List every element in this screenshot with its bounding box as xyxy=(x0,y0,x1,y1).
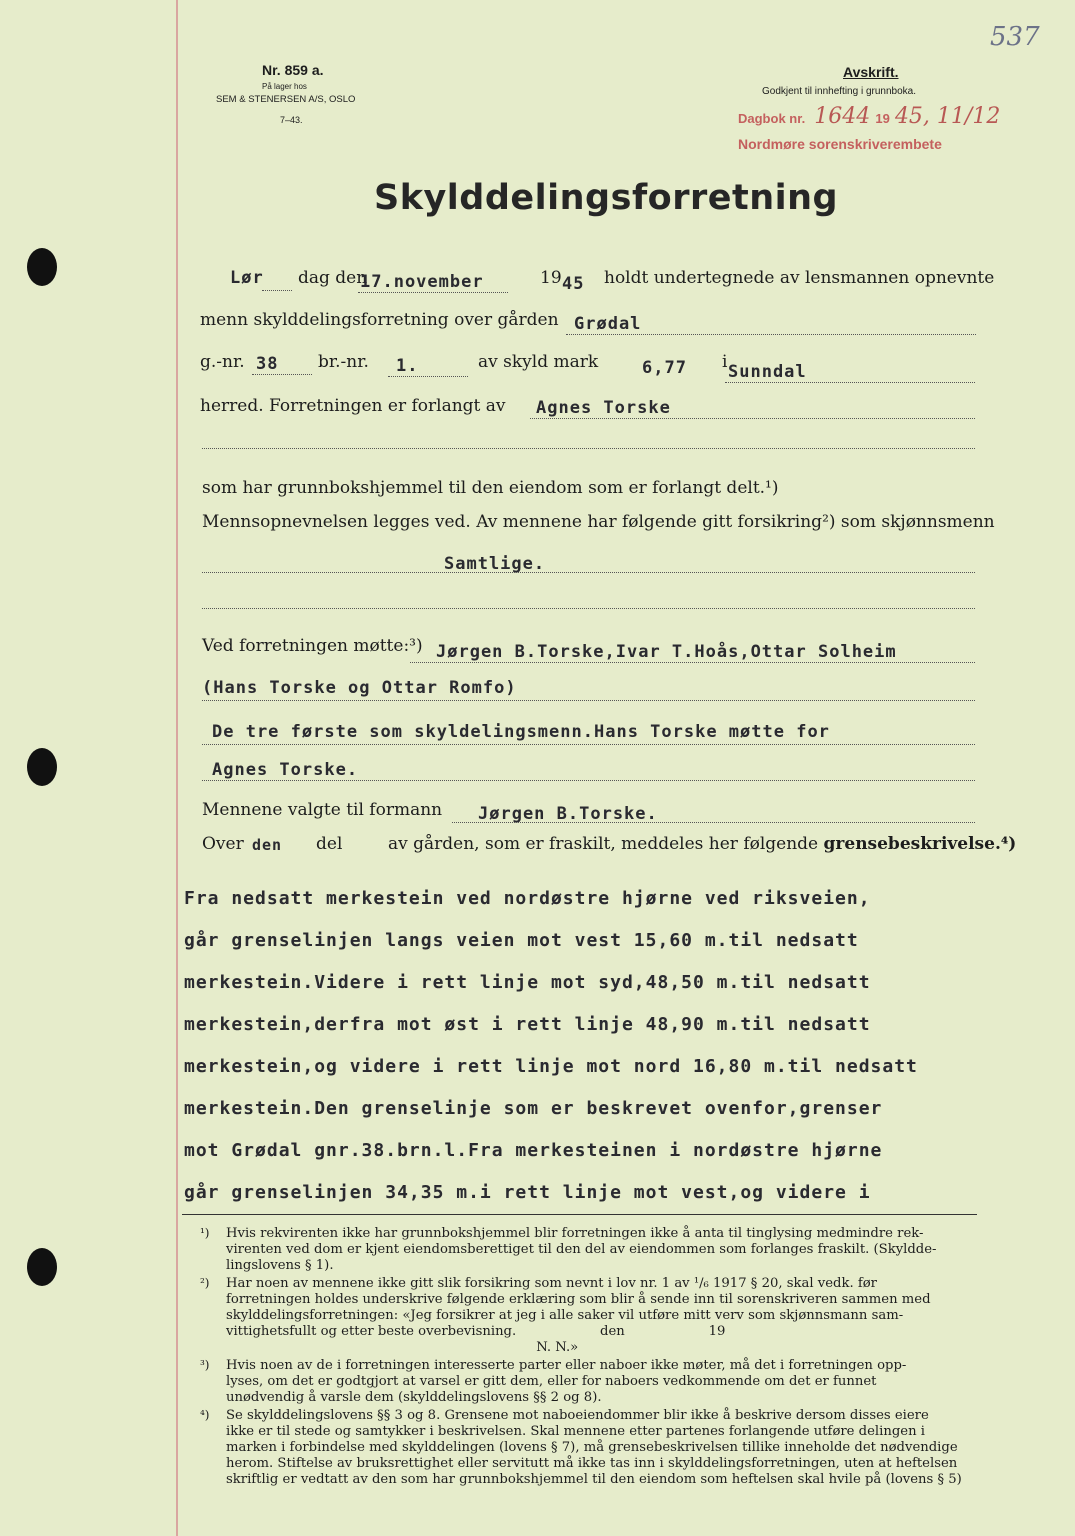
motte-line-4: Agnes Torske. xyxy=(212,760,359,780)
motte-line-1: Jørgen B.Torske,Ivar T.Hoås,Ottar Solheim xyxy=(436,642,897,662)
footnote-line: Har noen av mennene ikke gitt slik forsikring som nevnt i lov nr. 1 av ¹/₆ 1917 § 20, skal vedk. før xyxy=(226,1276,877,1291)
footnote-line: marken i forbindelse med skylddelingen (lovens § 7), må grensebeskrivelsen tillike inneholde det nødvendige xyxy=(226,1440,958,1455)
footnote-line: skriftlig er vedtatt av den som har grunnbokshjemmel til den eiendom som heftelsen skal hvile på (lovens § 5) xyxy=(226,1472,962,1487)
footnote-3 xyxy=(200,1358,990,1406)
over-value: den xyxy=(252,836,283,854)
gnr-label: g.-nr. xyxy=(200,352,245,372)
gnr-dotline xyxy=(252,374,312,375)
footnote-line: Hvis noen av de i forretningen interesserte parter eller naboer ikke møter, må det i forretningen opp- xyxy=(226,1358,907,1373)
forsikring-dotline xyxy=(202,572,975,573)
footnote-line: Se skylddelingslovens §§ 3 og 8. Grensene mot naboeiendommer blir ikke å beskrive dersom disses eiere xyxy=(226,1408,929,1423)
description-line: merkestein.Videre i rett linje mot syd,48,50 m.til nedsatt xyxy=(184,972,871,993)
motte-dotline-1 xyxy=(410,662,975,663)
footnote-line: Hvis rekvirenten ikke har grunnbokshjemmel blir forretningen ikke å anta til tinglysing medmindre rek- xyxy=(226,1226,924,1241)
punch-hole xyxy=(27,1248,57,1286)
dagbok-year: 45, 11/12 xyxy=(894,104,1001,129)
footnote-line: vittighetsfullt og etter beste overbevisning. den 19 xyxy=(226,1324,726,1339)
printer-line-2: SEM & STENERSEN A/S, OSLO xyxy=(216,94,356,105)
footnote-mark: ¹) xyxy=(200,1226,210,1240)
year-prefix-label: 19 xyxy=(540,268,562,288)
godkjent-label: Godkjent til innhefting i grunnboka. xyxy=(762,86,916,97)
grense-text-plain: av gården, som er fraskilt, meddeles her følgende xyxy=(388,834,819,854)
formann-dotline xyxy=(452,822,975,823)
footnote-line: skylddelingsforretningen: «Jeg forsikrer at jeg i alle saker vil utføre mitt verv som skjønnsmann sam- xyxy=(226,1308,904,1323)
dagbok-stamp xyxy=(738,104,1000,134)
farm-value: Grødal xyxy=(574,314,642,334)
brnr-dotline xyxy=(388,376,468,377)
gnr-value: 38 xyxy=(256,354,279,374)
footnote-line: virenten ved dom er kjent eiendomsberettiget til den del av eiendommen som forlanges fraskilt. (Skyldde- xyxy=(226,1242,937,1257)
municipality-dotline xyxy=(725,382,975,383)
dagbok-number: 1644 xyxy=(814,104,871,129)
form-number: Nr. 859 a. xyxy=(262,62,324,78)
brnr-value: 1. xyxy=(396,356,419,376)
description-line: går grenselinjen 34,35 m.i rett linje mot vest,og videre i xyxy=(184,1182,871,1203)
skyld-value: 6,77 xyxy=(642,358,687,378)
avskrift-label: Avskrift. xyxy=(843,64,899,80)
page-number: 537 xyxy=(990,22,1040,52)
formann-label: Mennene valgte til formann xyxy=(202,800,443,820)
footnote-mark: ⁴) xyxy=(200,1408,210,1422)
date-dotline xyxy=(358,292,508,293)
requested-by-value: Agnes Torske xyxy=(536,398,671,418)
blank-dotline xyxy=(202,448,975,449)
punch-hole xyxy=(27,748,57,786)
footnote-4 xyxy=(200,1408,990,1488)
footnote-line: ikke er til stede og samtykker i beskrivelsen. Skal mennene etter partenes forlangende utføre delingen i xyxy=(226,1424,926,1439)
requested-by-dotline xyxy=(530,418,975,419)
description-line: går grenselinjen langs veien mot vest 15,60 m.til nedsatt xyxy=(184,930,859,951)
footnote-line: herom. Stiftelse av bruksrettighet eller servitutt må ikke tas inn i skylddelingsforretningen, uten at heftelsen xyxy=(226,1456,958,1471)
description-line: merkestein,og videre i rett linje mot nord 16,80 m.til nedsatt xyxy=(184,1056,918,1077)
description-line: merkestein,derfra mot øst i rett linje 48,90 m.til nedsatt xyxy=(184,1014,871,1035)
footnotes xyxy=(200,1226,990,1488)
year-value: 45 xyxy=(562,274,585,294)
boundary-description xyxy=(184,878,994,1214)
motte-dotline-2 xyxy=(202,700,975,701)
footnote-line: unødvendig å varsle dem (skylddelingslovens §§ 2 og 8). xyxy=(226,1390,602,1405)
margin-rule xyxy=(176,0,178,1536)
description-line: mot Grødal gnr.38.brn.l.Fra merkesteinen i nordøstre hjørne xyxy=(184,1140,883,1161)
footnote-line: N. N.» xyxy=(226,1340,579,1355)
description-line: Fra nedsatt merkestein ved nordøstre hjørne ved riksveien, xyxy=(184,888,871,909)
over-label: Over xyxy=(202,834,244,854)
formann-value: Jørgen B.Torske. xyxy=(478,804,658,824)
document-title: Skylddelingsforretning xyxy=(374,178,839,218)
office-stamp: Nordmøre sorenskriverembete xyxy=(738,136,942,152)
grunnbok-text: som har grunnbokshjemmel til den eiendom som er forlangt delt.¹) xyxy=(202,478,779,498)
footnote-2 xyxy=(200,1276,990,1356)
blank-dotline-2 xyxy=(202,608,975,609)
del-label: del xyxy=(316,834,343,854)
motte-label: Ved forretningen møtte:³) xyxy=(202,636,423,656)
brnr-label: br.-nr. xyxy=(318,352,369,372)
grense-text xyxy=(388,834,1016,854)
line2-text: menn skylddelingsforretning over gården xyxy=(200,310,559,330)
footnote-1 xyxy=(200,1226,990,1274)
motte-line-2: (Hans Torske og Ottar Romfo) xyxy=(202,678,517,698)
municipality-value: Sunndal xyxy=(728,362,807,382)
motte-dotline-4 xyxy=(202,780,975,781)
printer-date: 7–43. xyxy=(280,115,303,125)
herred-text: herred. Forretningen er forlangt av xyxy=(200,396,506,416)
footnote-separator xyxy=(182,1214,977,1215)
farm-dotline xyxy=(566,334,976,335)
line1-rest: holdt undertegnede av lensmannen opnevnte xyxy=(604,268,995,288)
footnote-line: lingslovens § 1). xyxy=(226,1258,334,1273)
footnote-line: forretningen holdes underskrive følgende erklæring som blir å sende inn til sorenskriveren sammen med xyxy=(226,1292,931,1307)
motte-dotline-3 xyxy=(202,744,975,745)
printer-line-1: På lager hos xyxy=(262,82,307,91)
forsikring-value: Samtlige. xyxy=(444,554,546,574)
grense-text-bold: grensebeskrivelse.⁴) xyxy=(823,834,1017,854)
footnote-line: lyses, om det er godtgjort at varsel er gitt dem, eller for naboers vedkommende om det er funnet xyxy=(226,1374,877,1389)
skyld-label: av skyld mark xyxy=(478,352,599,372)
dagbok-label: Dagbok nr. xyxy=(738,111,806,126)
motte-line-3: De tre første som skyldelingsmenn.Hans Torske møtte for xyxy=(212,722,830,742)
footnote-mark: ²) xyxy=(200,1276,210,1290)
weekday-dotline xyxy=(262,290,292,291)
i-label: i xyxy=(722,352,728,372)
weekday-value: Lør xyxy=(230,268,264,288)
menn-text: Mennsopnevnelsen legges ved. Av mennene har følgende gitt forsikring²) som skjønnsmenn xyxy=(202,512,995,532)
footnote-mark: ³) xyxy=(200,1358,210,1372)
date-value: 17.november xyxy=(360,272,484,292)
punch-hole xyxy=(27,248,57,286)
description-line: merkestein.Den grenselinje som er beskrevet ovenfor,grenser xyxy=(184,1098,883,1119)
dagden-label: dag den xyxy=(298,268,368,288)
dagbok-year-prefix: 19 xyxy=(875,111,890,126)
